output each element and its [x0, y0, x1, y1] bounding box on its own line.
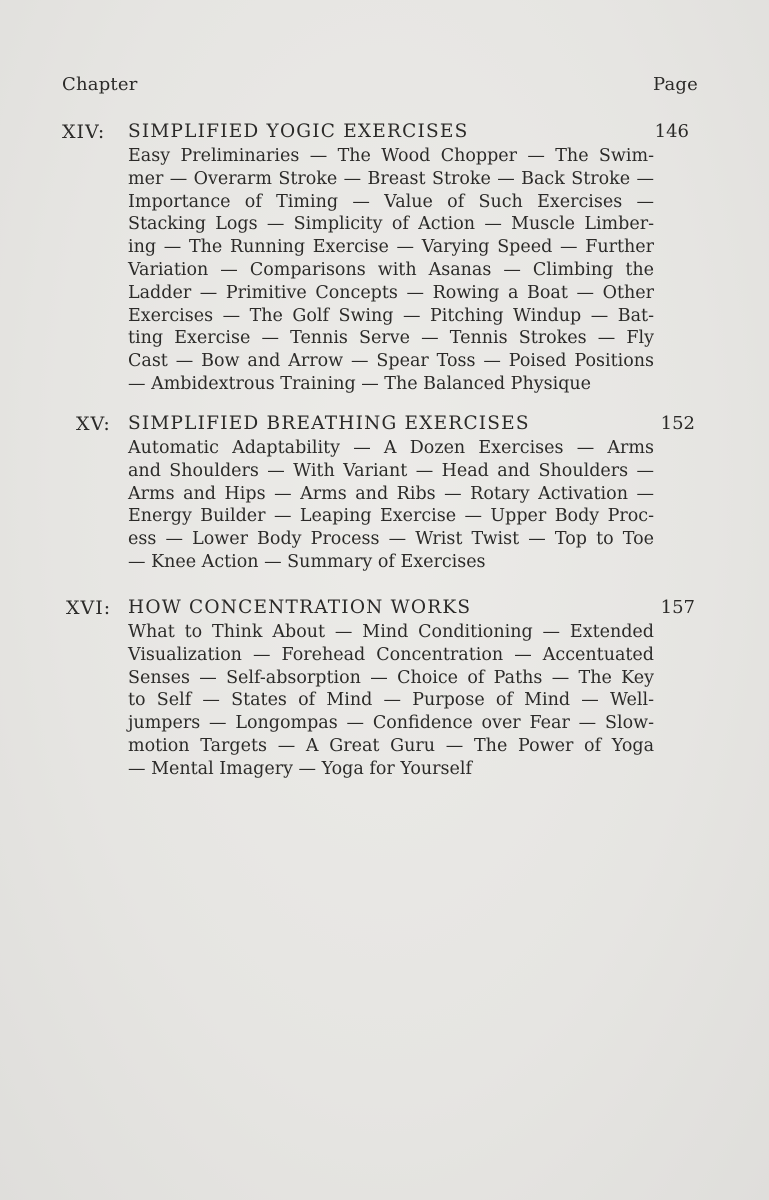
topic-line: — Mental Imagery — Yoga for Yourself: [128, 758, 472, 779]
topic-line: Ladder — Primitive Concepts — Rowing a Boat — Other: [128, 282, 654, 303]
chapter-title: SIMPLIFIED BREATHING EXERCISES: [128, 413, 530, 434]
topic-line: Senses — Self-absorption — Choice of Paths — The Key: [128, 667, 654, 688]
topic-line: Cast — Bow and Arrow — Spear Toss — Poised Positions: [128, 351, 654, 372]
topic-line: ess — Lower Body Process — Wrist Twist — Top to Toe: [128, 529, 654, 550]
topic-line: Arms and Hips — Arms and Ribs — Rotary Activation —: [128, 483, 654, 504]
topic-line: motion Targets — A Great Guru — The Power of Yoga: [128, 735, 654, 756]
topic-line: Visualization — Forehead Concentration — Accentuated: [128, 644, 654, 665]
chapter-numeral: XIV:: [62, 121, 106, 143]
chapter-page-number: 152: [660, 413, 695, 434]
topic-line: ing — The Running Exercise — Varying Speed — Further: [128, 237, 654, 258]
topic-line: ting Exercise — Tennis Serve — Tennis Strokes — Fly: [128, 328, 654, 349]
chapter-numeral: XVI:: [66, 597, 112, 619]
chapter-column-header: Chapter: [62, 74, 138, 95]
topic-line: to Self — States of Mind — Purpose of Mind — Well-: [128, 690, 654, 711]
topic-line: Energy Builder — Leaping Exercise — Upper Body Proc-: [128, 506, 654, 527]
chapter-topics: [128, 145, 654, 396]
topic-line: Easy Preliminaries — The Wood Chopper — The Swim-: [128, 146, 654, 166]
topic-line: Automatic Adaptability — A Dozen Exercises — Arms: [128, 438, 654, 458]
topic-line: mer — Overarm Stroke — Breast Stroke — Back Stroke —: [128, 168, 654, 189]
topic-line: Variation — Comparisons with Asanas — Climbing the: [128, 259, 654, 280]
topic-line: — Ambidextrous Training — The Balanced Physique: [128, 373, 592, 394]
chapter-page-number: 157: [660, 597, 695, 618]
topic-line: Stacking Logs — Simplicity of Action — Muscle Limber-: [128, 214, 654, 235]
topic-line: Exercises — The Golf Swing — Pitching Windup — Bat-: [128, 305, 654, 326]
chapter-title: SIMPLIFIED YOGIC EXERCISES: [128, 121, 469, 142]
chapter-page-number: 146: [654, 121, 689, 142]
topic-line: jumpers — Longompas — Confidence over Fear — Slow-: [128, 713, 654, 734]
chapter-topics: [128, 621, 654, 781]
topic-line: and Shoulders — With Variant — Head and Shoulders —: [128, 460, 654, 481]
topic-line: What to Think About — Mind Conditioning — Extended: [128, 622, 654, 642]
topic-line: Importance of Timing — Value of Such Exercises —: [128, 191, 654, 212]
chapter-topics: [128, 437, 654, 574]
chapter-numeral: XV:: [76, 413, 111, 435]
page-column-header: Page: [652, 74, 698, 95]
topic-line: — Knee Action — Summary of Exercises: [128, 551, 486, 572]
chapter-title: HOW CONCENTRATION WORKS: [128, 597, 472, 618]
